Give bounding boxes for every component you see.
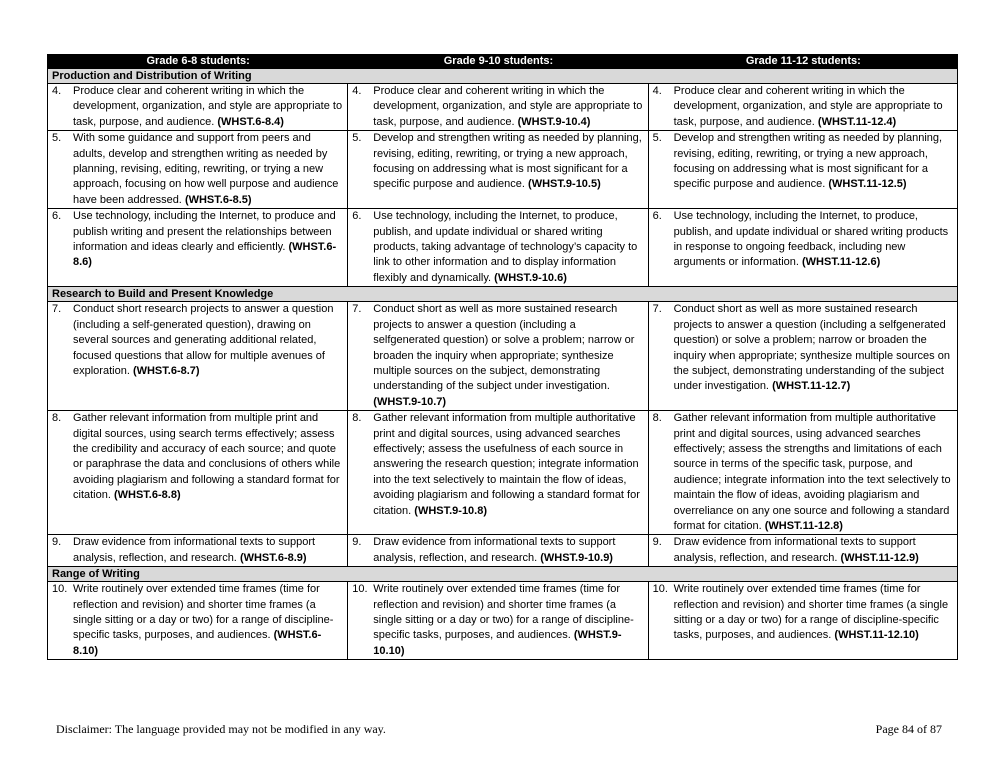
grade-11-12-header: Grade 11-12 students: <box>648 55 957 69</box>
section-header-row <box>48 69 958 84</box>
grade-9-10-header: Grade 9-10 students: <box>348 55 648 69</box>
standard-code: (WHST.9-10.9) <box>540 551 613 564</box>
standard-text: Conduct short as well as more sustained research projects to answer a question (including a selfgenerated question) or solve a problem; narrow or broaden the inquiry when appropriate; synthesize multiple sources on the subject, demonstrating understanding of the subject under investigation. <box>373 303 635 393</box>
standard-cell <box>648 209 957 287</box>
standard-text: Develop and strengthen writing as needed by planning, revising, editing, rewriting, or trying a new approach, focusing on addressing what is most significant for a specific purpose and audience. <box>673 132 943 191</box>
standard-text: Gather relevant information from multiple authoritative print and digital sources, using advanced searches effectively; assess the strengths and limitations of each source in terms of the specific task, purpose, and audience; integrate information into the text selectively to maintain the flow of ideas, avoiding plagiarism and overreliance on any one source and following a standard format for citation. <box>673 412 951 532</box>
standard-cell <box>48 209 348 287</box>
standard-cell <box>648 302 957 411</box>
standard-description <box>674 535 953 566</box>
standard-number: 4. <box>652 85 662 97</box>
section-header-row <box>48 287 958 302</box>
standard-description <box>674 131 953 193</box>
standard-text: Write routinely over extended time frames (time for reflection and revision) and shorter time frames (a single sitting or a day or two) for a range of discipline-specific tasks, purposes, and audiences. <box>373 583 634 642</box>
standard-text: Conduct short as well as more sustained research projects to answer a question (including a selfgenerated question) or solve a problem; narrow or broaden the inquiry when appropriate; synthesize multiple sources on the subject, demonstrating understanding of the subject under investigation. <box>673 303 950 393</box>
standard-cell <box>48 84 348 131</box>
standard-text: Draw evidence from informational texts to support analysis, reflection, and research. <box>673 536 916 564</box>
standard-description <box>373 582 643 659</box>
section-title: Production and Distribution of Writing <box>48 69 958 84</box>
standard-code: (WHST.9-10.5) <box>528 178 601 191</box>
standard-text: Gather relevant information from multiple print and digital sources, using search terms effectively; assess the credibility and accuracy of each source; and quote or paraphrase the data and conclusions of others while avoiding plagiarism and following a standard format for citation. <box>73 412 341 502</box>
standard-cell <box>348 84 648 131</box>
standard-code: (WHST.6-8.10) <box>73 629 322 657</box>
standard-description <box>373 84 643 130</box>
standard-text: Produce clear and coherent writing in which the development, organization, and style are appropriate to task, purpose, and audience. <box>673 85 943 128</box>
standard-number: 6. <box>52 210 62 223</box>
standard-code: (WHST.9-10.10) <box>373 629 622 657</box>
standard-code: (WHST.11-12.8) <box>764 519 843 532</box>
standard-number: 4. <box>52 85 62 97</box>
standard-text: Use technology, including the Internet, to produce, publish, and update individual or shared writing products in response to ongoing feedback, including new arguments or information. <box>673 210 949 269</box>
section-header-row <box>48 567 958 582</box>
standard-number: 7. <box>652 303 662 316</box>
standard-row <box>48 84 958 131</box>
table-body <box>48 69 958 660</box>
standard-description <box>73 302 343 379</box>
standard-cell <box>348 582 648 660</box>
standard-description <box>73 131 343 208</box>
standard-description <box>73 411 343 503</box>
standard-description <box>373 209 643 286</box>
standard-number: 8. <box>52 412 62 425</box>
standard-number: 8. <box>652 412 662 425</box>
standard-cell <box>348 209 648 287</box>
section-title: Range of Writing <box>48 567 958 582</box>
standard-cell <box>648 131 957 209</box>
standard-cell <box>348 302 648 411</box>
standard-row <box>48 535 958 567</box>
standard-description <box>674 209 953 271</box>
standard-code: (WHST.11-12.10) <box>834 629 919 642</box>
standard-text: Draw evidence from informational texts to support analysis, reflection, and research. <box>373 536 616 564</box>
standard-text: Produce clear and coherent writing in which the development, organization, and style are appropriate to task, purpose, and audience. <box>373 85 643 128</box>
standard-cell <box>48 131 348 209</box>
standard-description <box>373 411 643 519</box>
standard-number: 6. <box>652 210 662 223</box>
standard-row <box>48 411 958 535</box>
standard-code: (WHST.11-12.7) <box>772 380 851 393</box>
standard-code: (WHST.9-10.7) <box>373 395 447 408</box>
standard-number: 5. <box>52 132 62 145</box>
standard-text: Write routinely over extended time frames (time for reflection and revision) and shorter time frames (a single sitting or a day or two) for a range of discipline-specific tasks, purposes, and audiences. <box>73 583 334 642</box>
standard-cell <box>48 582 348 660</box>
standard-description <box>373 131 643 193</box>
standard-text: Gather relevant information from multiple authoritative print and digital sources, using advanced searches effectively; assess the usefulness of each source in answering the research question; integrate information into the text selectively to maintain the flow of ideas, avoiding plagiarism and following a standard format for citation. <box>373 412 640 517</box>
standard-row <box>48 302 958 411</box>
standard-text: Use technology, including the Internet, to produce, publish, and update individual or shared writing products, taking advantage of technology’s capacity to link to other information and to display information flexibly and dynamically. <box>373 210 638 284</box>
standard-description <box>73 84 343 130</box>
standard-cell <box>348 411 648 535</box>
standard-description <box>674 84 953 130</box>
standard-description <box>373 535 643 566</box>
section-title: Research to Build and Present Knowledge <box>48 287 958 302</box>
standard-text: Produce clear and coherent writing in which the development, organization, and style are appropriate to task, purpose, and audience. <box>73 85 343 128</box>
standard-code: (WHST.6-8.4) <box>217 115 284 128</box>
standard-description <box>674 582 953 644</box>
standard-cell <box>648 84 957 131</box>
standard-number: 9. <box>352 536 362 549</box>
standard-text: With some guidance and support from peers and adults, develop and strengthen writing as needed by planning, revising, editing, rewriting, or trying a new approach, focusing on how well purpose and audience have been addressed. <box>73 132 339 206</box>
standard-number: 7. <box>52 303 62 316</box>
standard-description <box>73 535 343 566</box>
standard-row <box>48 582 958 660</box>
standard-cell <box>48 535 348 567</box>
standard-code: (WHST.6-8.8) <box>113 489 181 502</box>
standard-number: 5. <box>652 132 662 145</box>
standard-cell <box>648 535 957 567</box>
standard-cell <box>348 535 648 567</box>
standard-number: 10. <box>352 583 368 596</box>
standard-number: 10. <box>652 583 668 596</box>
standard-number: 5. <box>352 132 362 145</box>
standard-code: (WHST.11-12.5) <box>828 178 907 191</box>
standard-row <box>48 209 958 287</box>
standard-description <box>73 582 343 659</box>
standard-number: 6. <box>352 210 362 223</box>
grade-6-8-header: Grade 6-8 students: <box>48 55 348 69</box>
standard-code: (WHST.9-10.4) <box>517 115 591 128</box>
standard-description <box>674 302 953 394</box>
standard-cell <box>648 411 957 535</box>
standard-code: (WHST.6-8.7) <box>132 364 200 377</box>
standard-cell <box>648 582 957 660</box>
standard-text: Conduct short research projects to answer a question (including a self-generated question), drawing on several sources and generating additional related, focused questions that allow for multiple avenues of exploration. <box>73 303 334 377</box>
disclaimer-text: Disclaimer: The language provided may not be modified in any way. <box>56 722 386 736</box>
standard-code: (WHST.11-12.9) <box>840 551 919 564</box>
standard-code: (WHST.11-12.6) <box>802 256 881 269</box>
standard-number: 10. <box>52 583 68 596</box>
standard-number: 8. <box>352 412 362 425</box>
standard-code: (WHST.6-8.5) <box>184 193 252 206</box>
standard-cell <box>48 411 348 535</box>
standard-number: 4. <box>352 85 362 97</box>
standard-number: 9. <box>52 536 62 549</box>
standard-text: Develop and strengthen writing as needed by planning, revising, editing, rewriting, or trying a new approach, focusing on addressing what is most significant for a specific purpose and audience. <box>373 132 642 191</box>
standard-text: Draw evidence from informational texts to support analysis, reflection, and research. <box>73 536 316 564</box>
standard-code: (WHST.6-8.6) <box>73 241 337 269</box>
standard-code: (WHST.11-12.4) <box>817 115 897 128</box>
standard-cell <box>348 131 648 209</box>
standard-row <box>48 131 958 209</box>
standard-text: Use technology, including the Internet, to produce and publish writing and present the relationships between information and ideas clearly and efficiently. <box>73 210 336 254</box>
standard-cell <box>48 302 348 411</box>
standard-text: Write routinely over extended time frames (time for reflection and revision) and shorter time frames (a single sitting or a day or two) for a range of discipline-specific tasks, purposes, and audiences. <box>673 583 949 642</box>
standard-code: (WHST.9-10.8) <box>414 504 488 517</box>
standard-number: 7. <box>352 303 362 316</box>
standard-code: (WHST.9-10.6) <box>494 271 567 284</box>
standard-number: 9. <box>652 536 662 549</box>
standard-code: (WHST.6-8.9) <box>239 551 307 564</box>
standard-description <box>674 411 953 534</box>
header-row <box>48 55 958 69</box>
page-number: Page 84 of 87 <box>875 722 942 736</box>
standard-description <box>73 209 343 271</box>
standard-description <box>373 302 643 410</box>
standards-table <box>47 54 958 660</box>
